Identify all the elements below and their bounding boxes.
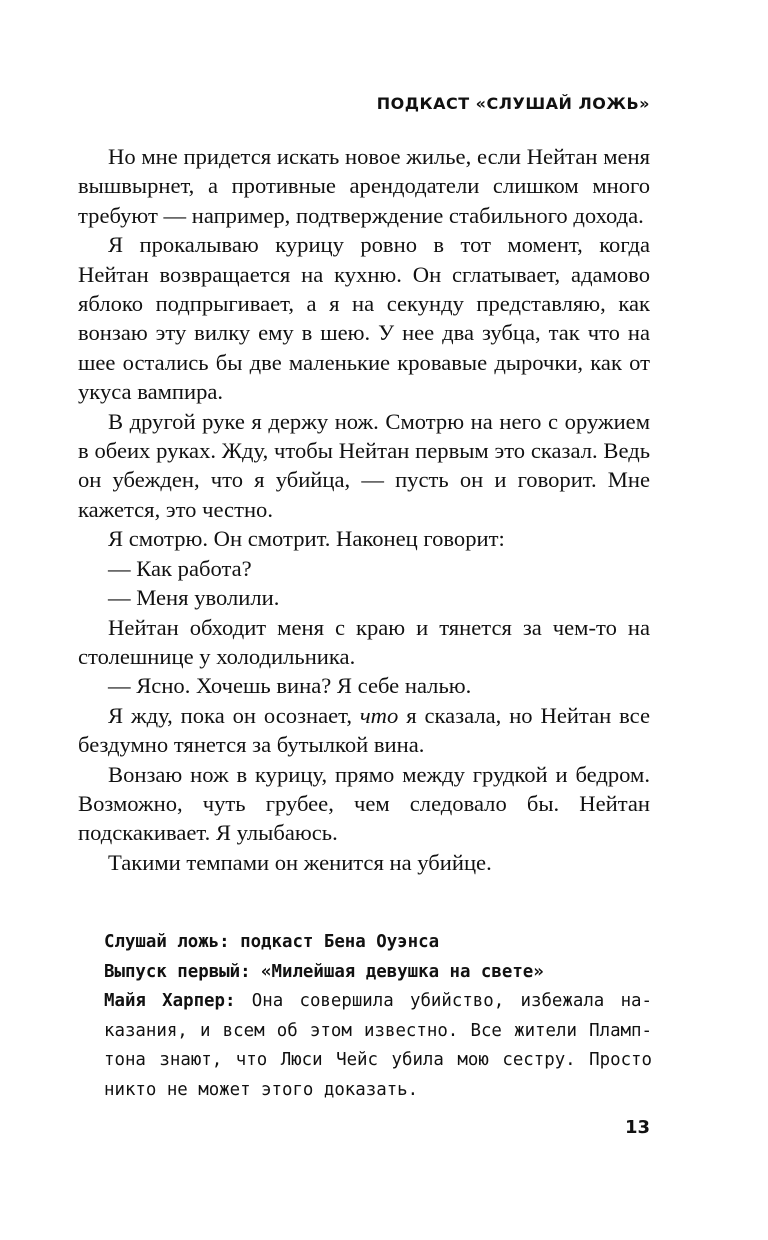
paragraph: Я смотрю. Он смотрит. Наконец говорит:: [108, 526, 505, 552]
paragraph: В другой руке я держу нож. Смотрю на него с оружием в обеих руках. Жду, чтобы Нейтан первым это сказал. Ведь он убежден, что я убийца, — пусть он и говорит. Мне кажется, это честно.: [78, 408, 650, 522]
dialogue-line: — Ясно. Хочешь вина? Я себе налью.: [108, 673, 472, 699]
dialogue-line: — Меня уволили.: [108, 585, 280, 611]
running-header: ПОДКАСТ «СЛУШАЙ ЛОЖЬ»: [376, 94, 650, 113]
episode-title: Выпуск первый: «Милейшая девушка на свете»: [104, 961, 544, 982]
podcast-transcript: [104, 928, 652, 1105]
speaker-name: Майя Харпер:: [104, 991, 236, 1011]
speaker-text: Она совершила убийство, избежала наказания, и всем об этом известно. Все жители Пламптона знают, что Люси Чейс убила мою сестру. Просто никто не может этого доказать.: [104, 991, 652, 1100]
paragraph: Такими темпами он женится на убийце.: [108, 849, 492, 875]
text-fragment: я сказала, но Нейтан все бездумно тянется за бутылкой вина.: [78, 702, 650, 758]
podcast-title: Слушай ложь: подкаст Бена Оуэнса: [104, 932, 440, 952]
main-text: [78, 142, 650, 877]
paragraph: Но мне придется искать новое жилье, если Нейтан меня вышвырнет, а противные арендодатели слишком много требуют — например, подтверждение стабильного дохода.: [78, 144, 650, 228]
text-fragment: Я жду, пока он осознает,: [108, 702, 352, 728]
paragraph: [78, 701, 650, 760]
paragraph: Я прокалываю курицу ровно в тот момент, когда Нейтан возвращается на кухню. Он сглатывает, адамово яблоко подпрыгивает, а я на секунду представляю, как вонзаю эту вилку ему в шею. У нее два зубца, так что на шее остались бы две маленькие кровавые дырочки, как от укуса вампира.: [78, 232, 650, 405]
paragraph: Вонзаю нож в курицу, прямо между грудкой и бедром. Возможно, чуть грубее, чем следовало бы. Нейтан подскакивает. Я улыбаюсь.: [78, 761, 650, 846]
emphasized-word: что: [359, 702, 399, 728]
transcript-paragraph: [104, 987, 652, 1105]
dialogue-line: — Как работа?: [108, 555, 252, 581]
page-number: 13: [624, 1117, 650, 1138]
paragraph: Нейтан обходит меня с краю и тянется за чем-то на столешнице у холодильника.: [78, 614, 650, 669]
